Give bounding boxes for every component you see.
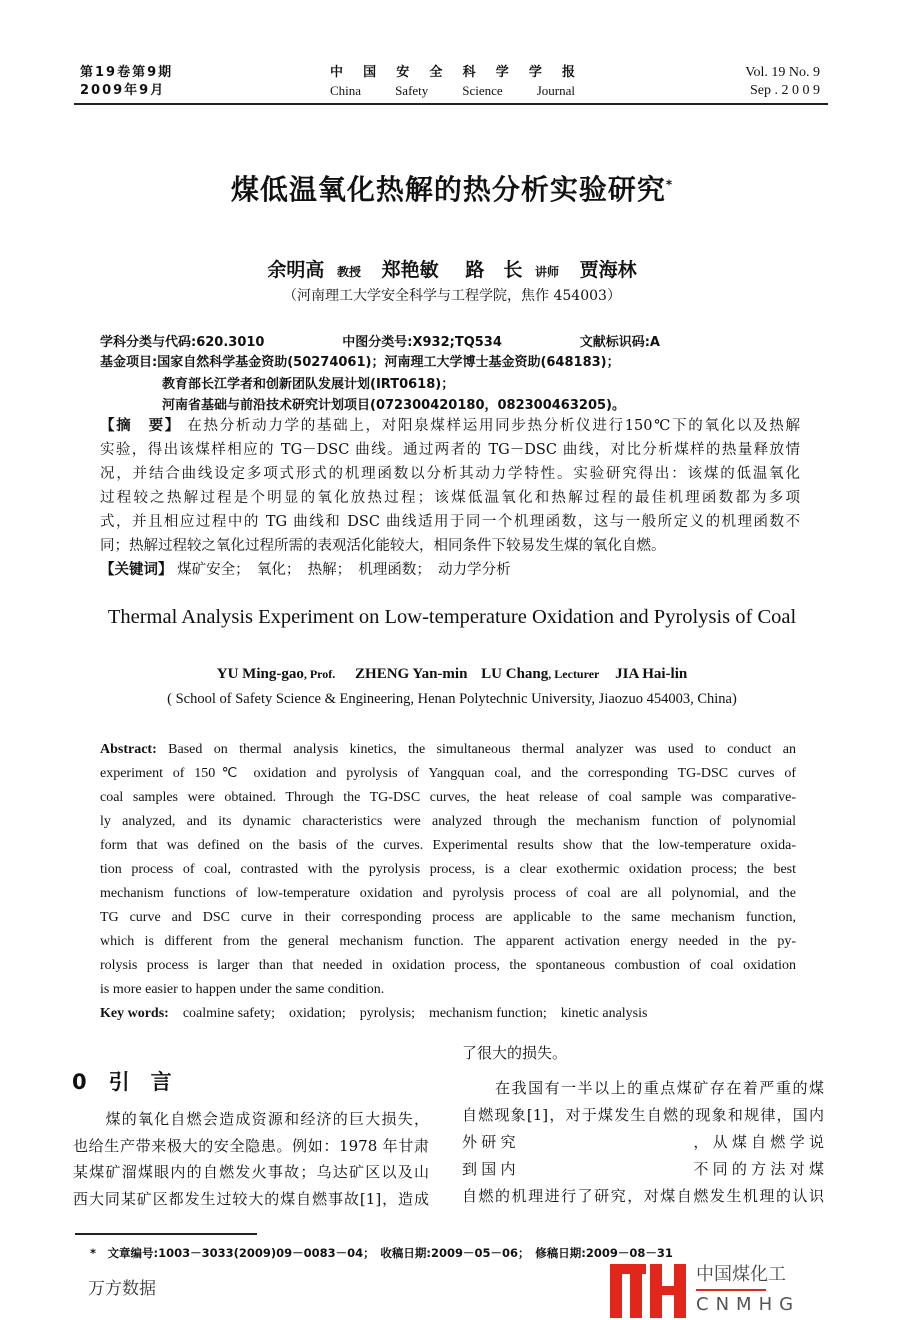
header-rule <box>74 103 828 105</box>
document-code: 文献标识码:A <box>579 335 660 350</box>
abstract-line: mechanism functions of low-temperature oxidation and pyrolysis process of coal are all polynomial, and the <box>100 886 796 901</box>
author-name: YU Ming-gao <box>216 666 304 682</box>
abstract-line: 况，并结合曲线设定多项式形式的机理函数以分析其动力学特性。实验研究得出：该煤的低温氧化 <box>100 466 800 482</box>
authors-zh <box>0 255 904 282</box>
journal-word: Science <box>462 83 503 98</box>
author-title: , Prof. <box>303 667 336 681</box>
author-name: JIA Hai-lin <box>615 666 688 682</box>
author-name: 贾海林 <box>579 259 637 281</box>
watermark-logo <box>610 1264 830 1318</box>
body-line: 外研究 ，从煤自燃学说 <box>462 1133 824 1151</box>
author-name: 路 长 <box>465 259 523 281</box>
journal-word: Safety <box>395 83 429 98</box>
abstract-line: is more easier to happen under the same condition. <box>100 982 385 997</box>
affiliation-zh: （河南理工大学安全科学与工程学院，焦作 454003） <box>283 288 621 304</box>
funding-line: 河南省基础与前沿技术研究计划项目(072300420180，082300463205)。 <box>162 398 625 413</box>
keywords-label: 【关键词】 <box>100 562 173 578</box>
journal-char: 国 <box>363 65 377 80</box>
section-number: 0 <box>72 1070 87 1094</box>
journal-char: 中 <box>330 65 344 80</box>
abstract-line: form that was defined on the basis of the curves. Experimental results show that the low-temperature oxida- <box>100 838 796 853</box>
affiliation-en: ( School of Safety Science & Engineering, Henan Polytechnic University, Jiaozuo 454003, China) <box>167 691 737 707</box>
author-title: , Lecturer <box>548 667 600 681</box>
abstract-line: experiment of 150℃ oxidation and pyrolysis of Yangquan coal, and the corresponding TG-DSC curves of <box>100 766 796 781</box>
issue-en <box>745 64 820 100</box>
journal-name-zh <box>330 64 575 82</box>
issue-zh <box>80 64 173 100</box>
journal-char: 学 <box>528 65 542 80</box>
keywords-zh: 煤矿安全； 氧化； 热解； 机理函数； 动力学分析 <box>177 562 511 578</box>
abstract-line: rolysis process is larger than that needed in oxidation process, the spontaneous combustion of coal oxidation <box>100 958 796 973</box>
right-column <box>462 1040 824 1210</box>
left-column <box>73 1106 429 1212</box>
abstract-line: Based on thermal analysis kinetics, the simultaneous thermal analyzer was used to conduct an <box>168 742 796 757</box>
abstract-line: 同；热解过程较之氧化过程所需的表观活化能较大，相同条件下较易发生煤的氧化自燃。 <box>100 538 666 554</box>
author-title: 教授 <box>337 265 362 279</box>
funding-line: 教育部长江学者和创新团队发展计划(IRT0618)； <box>162 376 455 392</box>
author-name: ZHENG Yan-min <box>355 666 468 682</box>
volume-issue-en: Vol. 19 No. 9 <box>745 65 820 80</box>
title-text: 煤低温氧化热解的热分析实验研究 <box>230 173 666 206</box>
abstract-line: tion process of coal, contrasted with the pyrolysis process, is a clear exothermic oxidation process; the best <box>100 862 796 877</box>
section-heading <box>72 1066 172 1096</box>
section-title: 引 言 <box>108 1070 172 1094</box>
classification <box>100 331 660 350</box>
issue-date: 2009年9月 <box>80 83 166 98</box>
title-footnote-mark: * <box>665 177 674 192</box>
body-line: 到国内 不同的方法对煤 <box>462 1160 824 1178</box>
abstract-line: TG curve and DSC curve in their corresponding process are applicable to the same mechanism function, <box>100 910 796 925</box>
abstract-line: 式，并且相应过程中的 TG 曲线和 DSC 曲线适用于同一个机理函数，这与一般所定义的机理函数不 <box>100 514 800 530</box>
journal-char: 学 <box>495 65 509 80</box>
author-title: 讲师 <box>534 265 559 279</box>
body-line: 西大同某矿区都发生过较大的煤自燃事故[1]，造成 <box>73 1189 429 1208</box>
abstract-line: which is different from the general mechanism function. The apparent activation energy needed in the py- <box>100 934 796 949</box>
issue-date-en: Sep . 2 0 0 9 <box>750 83 820 98</box>
journal-char: 全 <box>429 65 443 80</box>
subject-code: 学科分类与代码:620.3010 <box>100 335 265 350</box>
abstract-zh <box>100 414 800 582</box>
footnote: * 文章编号:1003－3033(2009)09－0083－04； 收稿日期:2009－05－06； 修稿日期:2009－08－31 <box>90 1246 673 1260</box>
body-line: 了很大的损失。 <box>462 1044 568 1062</box>
footnote-rule <box>75 1233 257 1235</box>
funding <box>100 352 625 417</box>
watermark-text-en: CNMHG <box>696 1294 801 1315</box>
abstract-line: ly analyzed, and its dynamic characteristics were analyzed through the mechanism function of polynomial <box>100 814 796 829</box>
title-en: Thermal Analysis Experiment on Low-temperature Oxidation and Pyrolysis of Coal <box>107 606 797 628</box>
journal-word: China <box>330 83 362 98</box>
body-line: 自燃现象[1]，对于煤发生自燃的现象和规律，国内 <box>462 1106 824 1124</box>
abstract-label-en: Abstract: <box>100 742 157 757</box>
abstract-line: 过程较之热解过程是个明显的氧化放热过程；该煤低温氧化和热解过程的最佳机理函数都为多项 <box>100 490 800 506</box>
clc-number: 中图分类号:X932;TQ534 <box>342 335 502 350</box>
authors-en <box>0 666 904 683</box>
volume-issue: 第19卷第9期 <box>80 65 174 80</box>
funding-line: 国家自然科学基金资助(50274061)；河南理工大学博士基金资助(648183)； <box>157 355 620 370</box>
abstract-label: 【摘 要】 <box>100 418 182 434</box>
author-name: LU Chang <box>481 666 549 682</box>
author-name: 郑艳敏 <box>381 259 439 281</box>
title-zh <box>0 168 904 208</box>
abstract-en <box>100 738 796 1026</box>
journal-name <box>330 64 575 100</box>
body-line: 在我国有一半以上的重点煤矿存在着严重的煤 <box>462 1079 824 1097</box>
keywords-label-en: Key words: <box>100 1006 169 1021</box>
watermark-text-zh: 中国煤化工 <box>696 1264 786 1285</box>
body-line: 某煤矿溜煤眼内的自燃发火事故；乌达矿区以及山 <box>73 1163 429 1181</box>
funding-label: 基金项目: <box>100 355 158 370</box>
journal-word: Journal <box>536 83 575 98</box>
keywords-en: coalmine safety; oxidation; pyrolysis; mechanism function; kinetic analysis <box>182 1006 648 1021</box>
body-line: 也给生产带来极大的安全隐患。例如：1978 年甘肃 <box>73 1136 429 1155</box>
body-line: 自燃的机理进行了研究，对煤自燃发生机理的认识 <box>462 1187 824 1205</box>
journal-char: 安 <box>396 65 410 80</box>
journal-char: 科 <box>462 65 476 80</box>
abstract-line: 实验，得出该煤样相应的 TG－DSC 曲线。通过两者的 TG－DSC 曲线，对比分析煤样的热量释放情 <box>100 442 800 458</box>
abstract-line: 在热分析动力学的基础上，对阳泉煤样运用同步热分析仪进行150℃下的氧化以及热解 <box>187 418 800 434</box>
body-line: 煤的氧化自燃会造成资源和经济的巨大损失， <box>73 1110 429 1128</box>
author-name: 余明高 <box>267 259 325 281</box>
journal-name-en <box>330 82 575 100</box>
journal-char: 报 <box>561 65 575 80</box>
source-watermark: 万方数据 <box>88 1279 156 1299</box>
abstract-line: coal samples were obtained. Through the TG-DSC curves, the heat release of coal sample was comparative- <box>100 790 796 805</box>
